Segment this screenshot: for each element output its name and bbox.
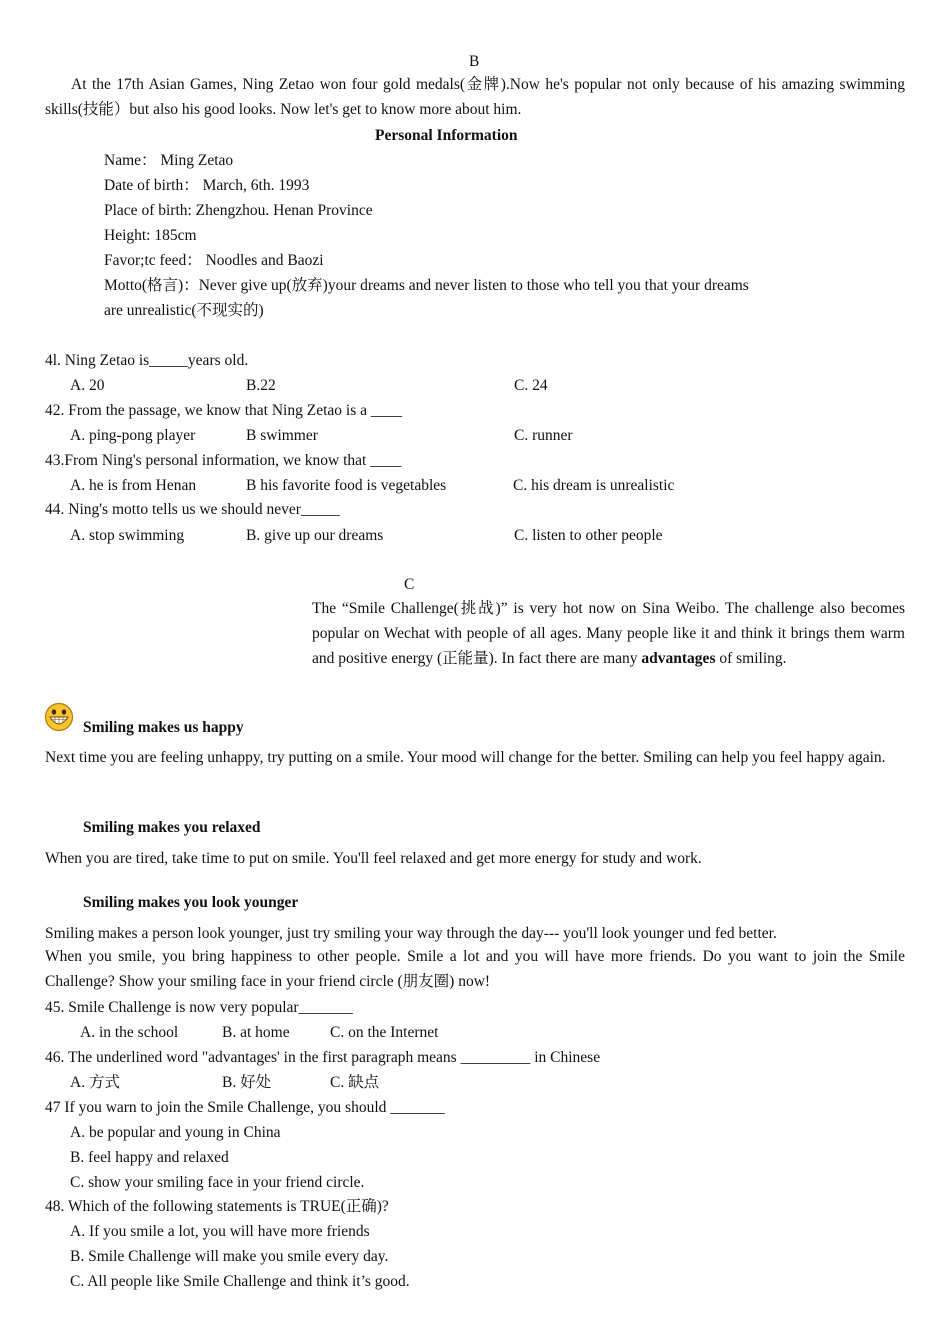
q41-option-a: A. 20 — [70, 377, 105, 394]
q43-option-b: B his favorite food is vegetables — [246, 477, 447, 494]
paragraph-relaxed: When you are tired, take time to put on smile. You'll feel relaxed and get more energy for study and work. — [45, 850, 702, 867]
q45-stem: 45. Smile Challenge is now very popular_______ — [45, 999, 353, 1016]
intro-text-before: The “Smile Challenge(挑战)” is very hot now on Sina Weibo. The challenge also becomes popular on Wechat with people of all ages. Many people like it and think it brings them warm and positive energy (正能量). In fact there are many — [312, 600, 905, 667]
section-c-label: C — [404, 576, 415, 593]
q48-option-a: A. If you smile a lot, you will have more friends — [70, 1223, 370, 1240]
section-b-intro: At the 17th Asian Games, Ning Zetao won four gold medals(金牌).Now he's popular not only because of his amazing swimming skills(技能）but also his good looks. Now let's get to know more about him. — [45, 76, 905, 118]
info-motto-1: Motto(格言)：Never give up(放弃)your dreams and never listen to those who tell you that your dreams — [104, 277, 749, 294]
q44-option-a: A. stop swimming — [70, 527, 185, 544]
q44-option-c: C. listen to other people — [514, 527, 663, 544]
q47-stem: 47 If you warn to join the Smile Challenge, you should _______ — [45, 1099, 445, 1116]
info-height: Height: 185cm — [104, 227, 197, 244]
q43-option-c: C. his dream is unrealistic — [513, 477, 675, 494]
q42-option-a: A. ping-pong player — [70, 427, 196, 444]
q42-option-c: C. runner — [514, 427, 573, 444]
q45-option-b: B. at home — [222, 1024, 290, 1041]
q43-option-a: A. he is from Henan — [70, 477, 197, 494]
q48-option-b: B. Smile Challenge will make you smile every day. — [70, 1248, 389, 1265]
section-b-label: B — [469, 53, 480, 70]
info-food: Favor;tc feed： Noodles and Baozi — [104, 252, 324, 269]
q47-option-c: C. show your smiling face in your friend circle. — [70, 1174, 365, 1191]
heading-younger: Smiling makes you look younger — [83, 894, 299, 911]
q46-option-a: A. 方式 — [70, 1074, 120, 1091]
q47-option-b: B. feel happy and relaxed — [70, 1149, 229, 1166]
heading-happy: Smiling makes us happy — [83, 719, 244, 736]
q46-option-c: C. 缺点 — [330, 1074, 380, 1091]
info-name: Name： Ming Zetao — [104, 152, 234, 169]
q46-option-b: B. 好处 — [222, 1074, 272, 1091]
q45-option-c: C. on the Internet — [330, 1024, 439, 1041]
q44-option-b: B. give up our dreams — [246, 527, 384, 544]
q43-stem: 43.From Ning's personal information, we know that ____ — [45, 452, 402, 469]
info-pob: Place of birth: Zhengzhou. Henan Province — [104, 202, 373, 219]
smiley-icon — [44, 702, 74, 732]
q44-stem: 44. Ning's motto tells us we should never_____ — [45, 501, 340, 518]
paragraph-younger: Smiling makes a person look younger, just try smiling your way through the day--- you'll look younger und fed better. — [45, 925, 777, 942]
q45-option-a: A. in the school — [80, 1024, 179, 1041]
heading-relaxed: Smiling makes you relaxed — [83, 819, 261, 836]
q47-option-a: A. be popular and young in China — [70, 1124, 281, 1141]
info-motto-2: are unrealistic(不现实的) — [104, 302, 264, 319]
intro-text-after: of smiling. — [715, 650, 787, 667]
section-c-intro — [312, 596, 905, 671]
q41-option-c: C. 24 — [514, 377, 548, 394]
q48-stem: 48. Which of the following statements is TRUE(正确)? — [45, 1198, 389, 1215]
q42-option-b: B swimmer — [246, 427, 318, 444]
q48-option-c: C. All people like Smile Challenge and think it’s good. — [70, 1273, 410, 1290]
paragraph-happy: Next time you are feeling unhappy, try putting on a smile. Your mood will change for the better. Smiling can help you feel happy again. — [45, 749, 886, 766]
q42-stem: 42. From the passage, we know that Ning Zetao is a ____ — [45, 402, 402, 419]
intro-keyword: advantages — [641, 650, 716, 667]
info-title: Personal Information — [375, 127, 518, 144]
paragraph-join: When you smile, you bring happiness to other people. Smile a lot and you will have more friends. Do you want to join the Smile Challenge? Show your smiling face in your friend circle (朋友圈) now! — [45, 948, 905, 990]
q41-option-b: B.22 — [246, 377, 276, 394]
q46-stem: 46. The underlined word "advantages' in the first paragraph means _________ in Chinese — [45, 1049, 601, 1066]
q41-stem: 4l. Ning Zetao is_____years old. — [45, 352, 249, 369]
info-dob: Date of birth： March, 6th. 1993 — [104, 177, 310, 194]
